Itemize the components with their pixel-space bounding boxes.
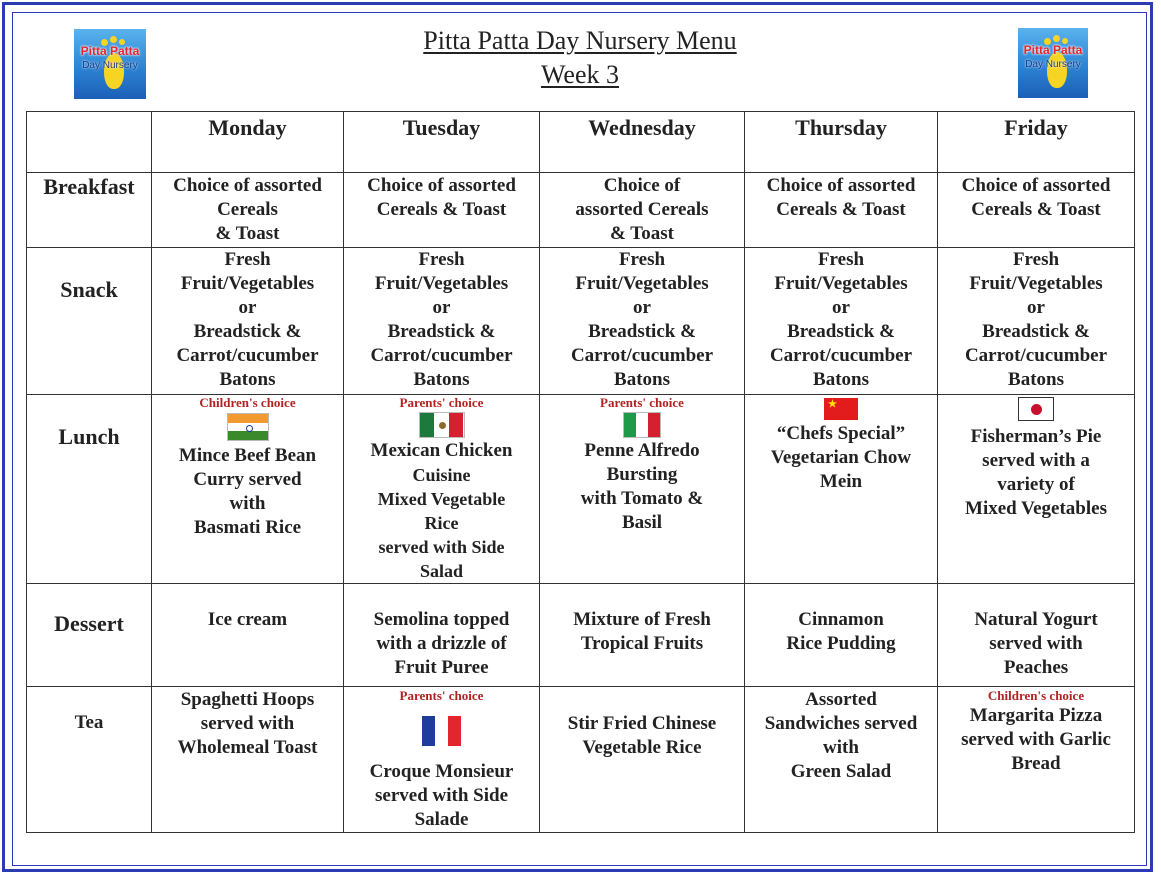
- menu-line: Cereals & Toast: [776, 199, 906, 220]
- toe-shape: [110, 36, 117, 43]
- menu-line: Mince Beef Bean: [178, 445, 317, 466]
- lunch-row: [27, 395, 1135, 584]
- menu-line: Carrot/cucumber: [964, 345, 1108, 366]
- logo-subtitle: Day Nursery: [82, 60, 138, 71]
- menu-line: Bread: [1011, 753, 1061, 774]
- menu-line: Stir Fried Chinese: [567, 713, 717, 734]
- menu-line: Mixed Vegetable: [377, 489, 506, 509]
- breakfast-tuesday: [344, 173, 540, 248]
- menu-line: Choice of assorted: [961, 175, 1111, 196]
- menu-line: served with Side: [378, 537, 505, 557]
- lunch-tuesday: [344, 395, 540, 584]
- toe-shape: [1053, 35, 1060, 42]
- menu-line: Cereals: [217, 199, 278, 220]
- snack-tuesday: [344, 248, 540, 395]
- tea-thursday: [745, 687, 938, 833]
- menu-line: Tropical Fruits: [580, 633, 704, 654]
- menu-line: Mein: [819, 471, 863, 492]
- menu-line: Cuisine: [412, 465, 471, 485]
- menu-line: Curry served: [193, 469, 302, 490]
- row-label-tea: Tea: [27, 687, 152, 833]
- menu-line: served with a: [982, 450, 1090, 471]
- menu-line: served with Garlic: [961, 729, 1111, 750]
- menu-line: Carrot/cucumber: [769, 345, 913, 366]
- menu-line: Fruit/Vegetables: [374, 273, 509, 294]
- menu-line: Croque Monsieur: [369, 761, 514, 782]
- menu-line: Choice of: [603, 175, 681, 196]
- menu-line: served with: [200, 713, 295, 734]
- menu-line: Batons: [413, 369, 470, 390]
- menu-line: with: [229, 493, 266, 514]
- page-title-block: [300, 24, 860, 92]
- menu-line: Salade: [414, 809, 469, 830]
- menu-line: Breadstick &: [982, 321, 1090, 342]
- menu-line: Wholemeal Toast: [177, 737, 318, 758]
- logo-subtitle: Day Nursery: [1025, 59, 1081, 70]
- menu-line: & Toast: [215, 223, 280, 244]
- menu-line: & Toast: [610, 223, 674, 244]
- menu-line: Choice of assorted: [367, 175, 516, 196]
- breakfast-friday: [938, 173, 1135, 248]
- menu-line: Basil: [621, 512, 663, 533]
- menu-line: Breadstick &: [588, 321, 696, 342]
- india-flag-icon: [227, 413, 269, 441]
- choice-label: Parents' choice: [399, 395, 484, 410]
- day-header-thursday: Thursday: [745, 112, 938, 173]
- menu-line: Carrot/cucumber: [570, 345, 714, 366]
- menu-line: assorted Cereals: [575, 199, 709, 220]
- day-header-row: [27, 112, 1135, 173]
- menu-line: Salad: [419, 561, 464, 581]
- menu-line: Fruit/Vegetables: [180, 273, 315, 294]
- menu-line: Fresh: [418, 249, 465, 270]
- menu-line: Vegetable Rice: [582, 737, 702, 758]
- snack-friday: [938, 248, 1135, 395]
- menu-line: Penne Alfredo: [584, 440, 700, 461]
- breakfast-wednesday: [540, 173, 745, 248]
- lunch-thursday: [745, 395, 938, 584]
- menu-line: Breadstick &: [193, 321, 302, 342]
- dessert-tuesday: [344, 584, 540, 687]
- menu-line: Breadstick &: [387, 321, 496, 342]
- day-header-tuesday: Tuesday: [344, 112, 540, 173]
- menu-line: served with Side: [375, 785, 508, 806]
- menu-line: Choice of assorted: [173, 175, 322, 196]
- menu-line: Margarita Pizza: [969, 705, 1103, 726]
- menu-line: Mixture of Fresh: [573, 609, 711, 630]
- menu-line: or: [832, 297, 850, 318]
- menu-line: Green Salad: [790, 761, 892, 782]
- tea-monday: [152, 687, 344, 833]
- menu-line: Vegetarian Chow: [770, 447, 912, 468]
- italy-flag-icon: [623, 412, 661, 438]
- menu-line: Batons: [1008, 369, 1064, 390]
- menu-line: Fruit Puree: [394, 657, 489, 678]
- tea-tuesday: [344, 687, 540, 833]
- menu-line: Fresh: [1012, 249, 1060, 270]
- mexico-flag-icon: [419, 412, 465, 438]
- menu-line: Mexican Chicken: [370, 440, 513, 461]
- row-label-breakfast: Breakfast: [27, 173, 152, 248]
- menu-line: Bursting: [606, 464, 678, 485]
- page-subtitle: Week 3: [540, 60, 620, 89]
- menu-line: or: [1027, 297, 1045, 318]
- row-label-dessert: Dessert: [27, 584, 152, 687]
- menu-line: Peaches: [1003, 657, 1069, 678]
- menu-line: with Tomato &: [580, 488, 704, 509]
- menu-line: Mixed Vegetables: [965, 498, 1107, 519]
- nursery-logo-left: [74, 29, 146, 99]
- nursery-logo-right: [1018, 28, 1088, 98]
- menu-line: Batons: [813, 369, 869, 390]
- row-label-snack: Snack: [27, 248, 152, 395]
- lunch-wednesday: [540, 395, 745, 584]
- menu-line: Cereals & Toast: [376, 199, 507, 220]
- menu-line: Fresh: [817, 249, 865, 270]
- breakfast-row: [27, 173, 1135, 248]
- tea-row: [27, 687, 1135, 833]
- page-title: Pitta Patta Day Nursery Menu: [423, 26, 737, 55]
- china-flag-icon: ★: [824, 398, 858, 420]
- corner-cell: [27, 112, 152, 173]
- menu-line: Carrot/cucumber: [176, 345, 319, 366]
- day-header-friday: Friday: [938, 112, 1135, 173]
- menu-line: Rice Pudding: [786, 633, 896, 654]
- day-header-monday: Monday: [152, 112, 344, 173]
- dessert-thursday: [745, 584, 938, 687]
- france-flag-icon: [422, 716, 462, 746]
- menu-line: Ice cream: [207, 609, 288, 630]
- tea-wednesday: [540, 687, 745, 833]
- menu-line: Fruit/Vegetables: [969, 273, 1103, 294]
- choice-label: Children's choice: [199, 395, 296, 410]
- menu-line: Cinnamon: [798, 609, 884, 630]
- japan-flag-icon: [1018, 397, 1054, 421]
- tea-friday: [938, 687, 1135, 833]
- menu-line: Fisherman’s Pie: [970, 426, 1102, 447]
- dessert-row: [27, 584, 1135, 687]
- menu-line: Natural Yogurt: [974, 609, 1098, 630]
- footprint-icon: [104, 53, 124, 89]
- dessert-monday: [152, 584, 344, 687]
- menu-table: [26, 111, 1135, 833]
- menu-line: Fruit/Vegetables: [575, 273, 709, 294]
- menu-line: Choice of assorted: [766, 175, 916, 196]
- menu-line: or: [238, 297, 257, 318]
- menu-line: Breadstick &: [787, 321, 895, 342]
- menu-line: Batons: [614, 369, 670, 390]
- menu-line: Rice: [424, 513, 459, 533]
- snack-monday: [152, 248, 344, 395]
- menu-line: Assorted: [805, 689, 877, 710]
- menu-line: “Chefs Special”: [776, 423, 906, 444]
- logo-title: Pitta Patta: [1023, 43, 1083, 57]
- menu-line: Batons: [219, 369, 276, 390]
- menu-line: or: [432, 297, 451, 318]
- day-header-wednesday: Wednesday: [540, 112, 745, 173]
- menu-line: with: [823, 737, 859, 758]
- row-label-lunch: Lunch: [27, 395, 152, 584]
- choice-label: Parents' choice: [399, 688, 484, 703]
- footprint-icon: [1047, 52, 1067, 88]
- lunch-monday: [152, 395, 344, 584]
- menu-line: Fresh: [224, 249, 271, 270]
- choice-label: Children's choice: [987, 688, 1085, 703]
- dessert-wednesday: [540, 584, 745, 687]
- choice-label: Parents' choice: [600, 395, 684, 410]
- menu-line: Fresh: [618, 249, 666, 270]
- breakfast-thursday: [745, 173, 938, 248]
- menu-line: Spaghetti Hoops: [180, 689, 315, 710]
- snack-wednesday: [540, 248, 745, 395]
- menu-line: Basmati Rice: [193, 517, 302, 538]
- menu-line: served with: [989, 633, 1083, 654]
- menu-line: Sandwiches served: [764, 713, 918, 734]
- menu-line: Carrot/cucumber: [370, 345, 513, 366]
- snack-thursday: [745, 248, 938, 395]
- snack-row: [27, 248, 1135, 395]
- menu-line: variety of: [997, 474, 1075, 495]
- logo-title: Pitta Patta: [80, 44, 140, 58]
- menu-line: with a drizzle of: [376, 633, 507, 654]
- menu-line: Fruit/Vegetables: [774, 273, 908, 294]
- menu-line: Semolina topped: [373, 609, 510, 630]
- lunch-friday: [938, 395, 1135, 584]
- dessert-friday: [938, 584, 1135, 687]
- breakfast-monday: [152, 173, 344, 248]
- menu-line: Cereals & Toast: [971, 199, 1101, 220]
- menu-line: or: [633, 297, 651, 318]
